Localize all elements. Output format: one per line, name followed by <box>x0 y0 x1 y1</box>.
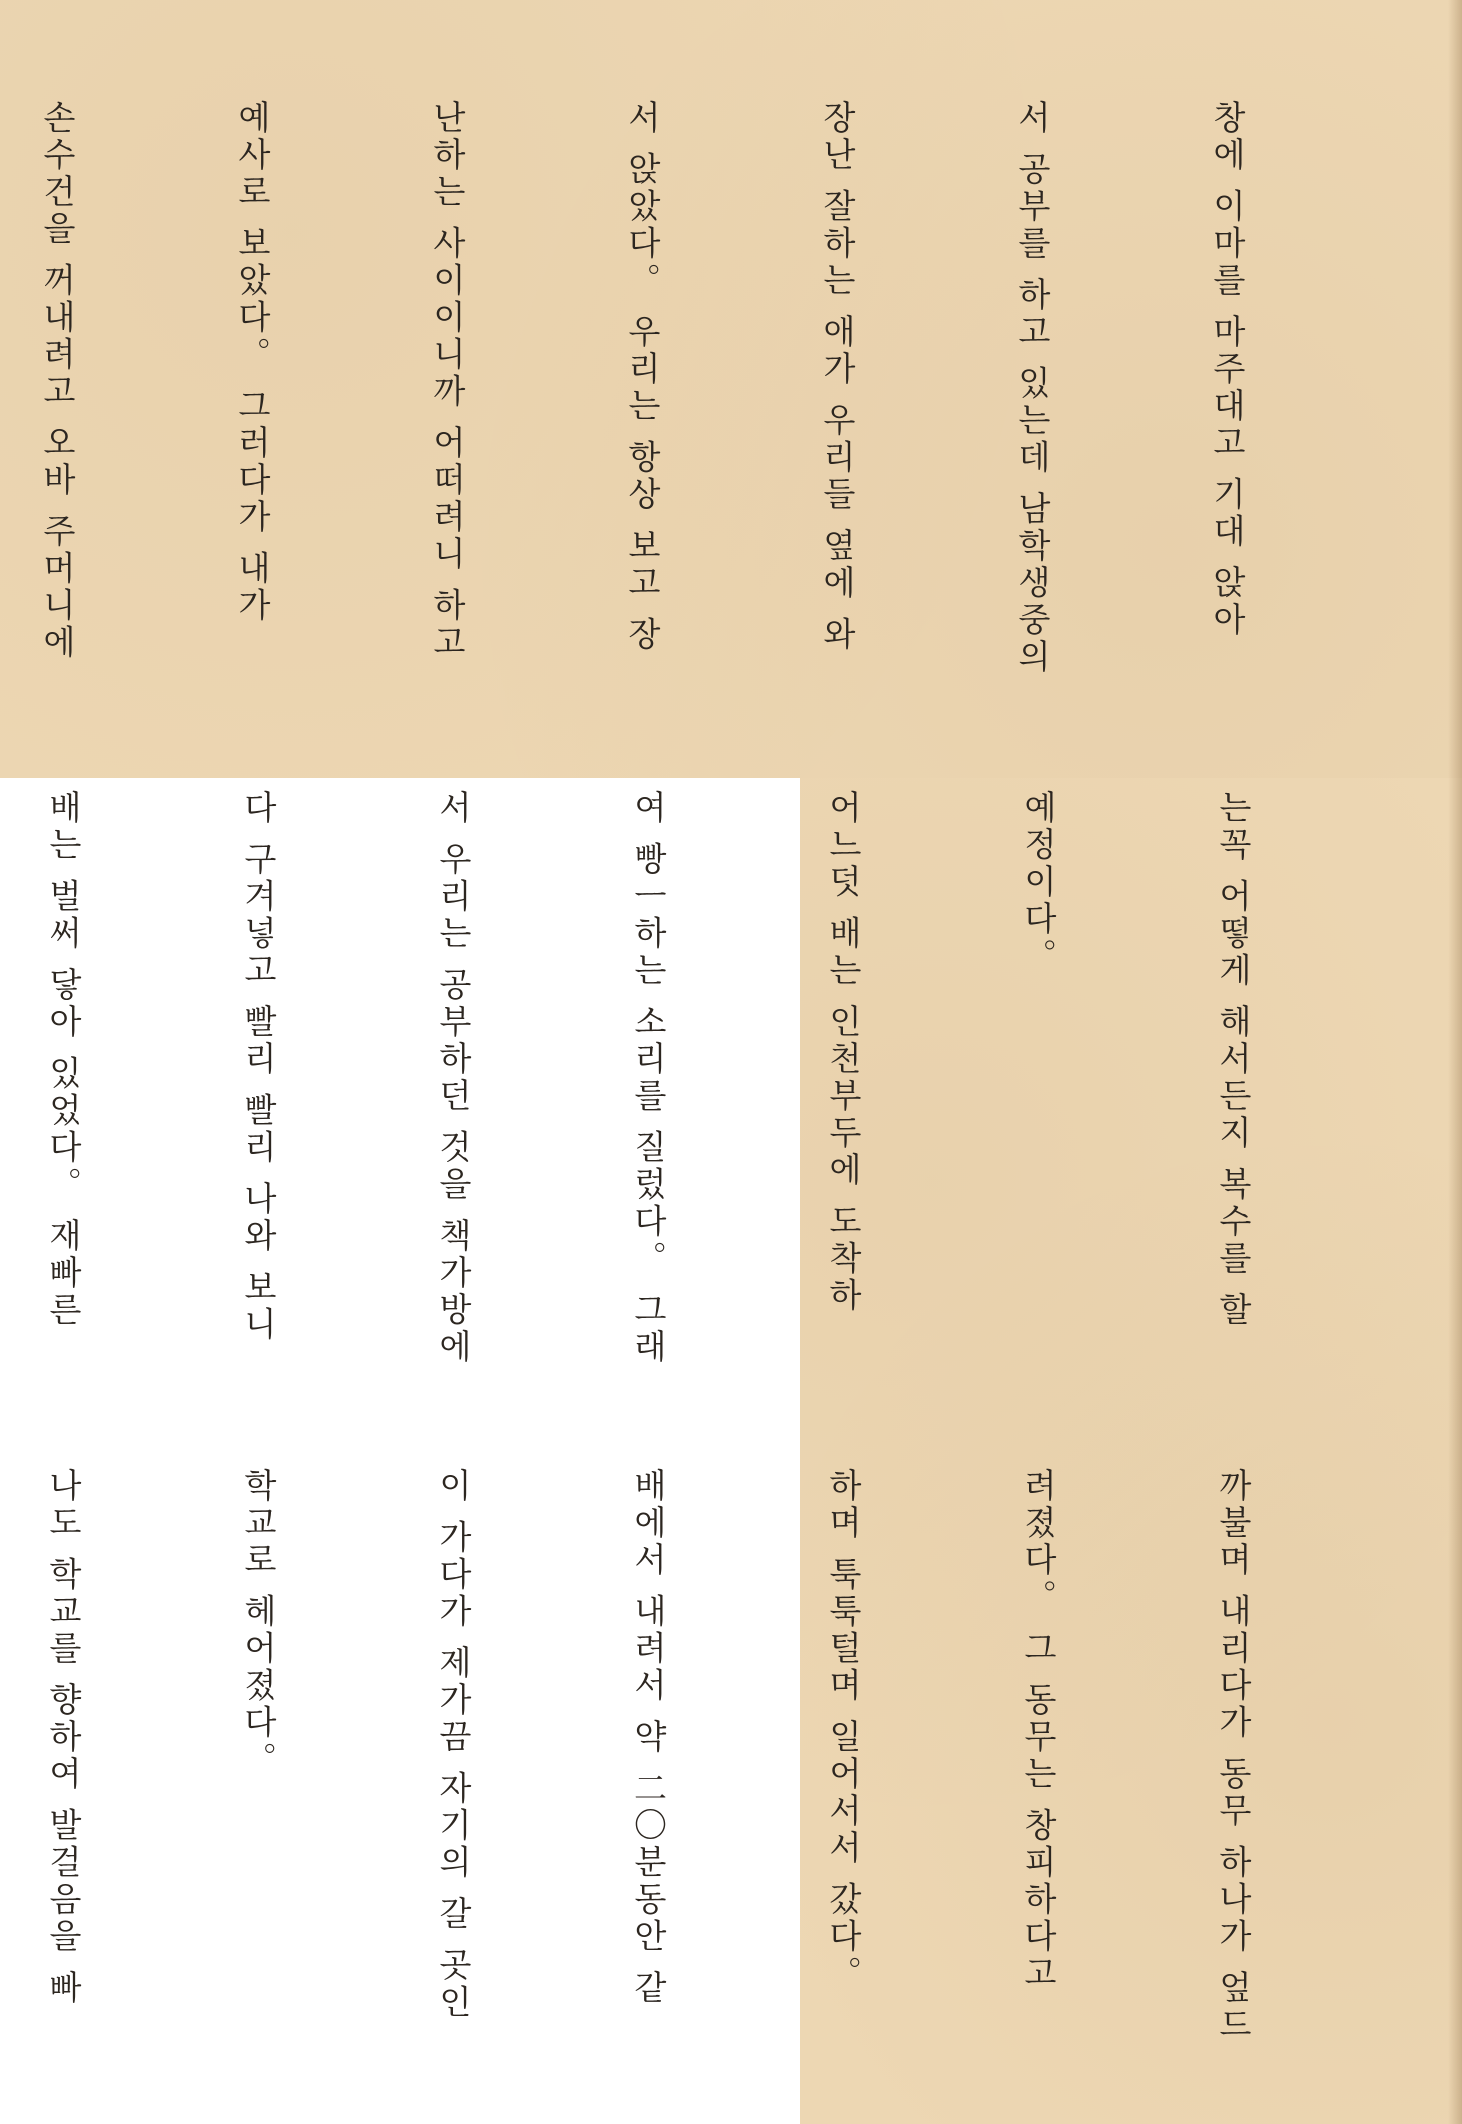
text-column: 는꼭 어떻게 해서든지 복수를 할 <box>1214 790 1253 1329</box>
text-column: 학교로 헤어졌다。 <box>239 1468 278 1779</box>
text-column: 까불며 내리다가 동무 하나가 엎드 <box>1214 1468 1253 2044</box>
page-gutter-shadow <box>1448 0 1462 2124</box>
text-block-right-upper <box>44 790 1396 1445</box>
text-column: 배는 벌써 닿아 있었다。 재빠른 <box>44 790 83 1329</box>
text-column: 창에 이마를 마주대고 기대 앉아 <box>1208 100 1247 639</box>
text-block-right-lower <box>44 1468 1396 2088</box>
text-column: 배에서 내려서 약 二〇분동안 같 <box>629 1468 668 2007</box>
text-column: 난하는 사이이니까 어떠려니 하고 <box>428 100 467 662</box>
text-column: 나도 학교를 향하여 발걸음을 빠 <box>44 1468 83 2007</box>
text-column: 이 가다가 제가끔 자기의 갈 곳인 <box>434 1468 473 2022</box>
text-column: 예정이다。 <box>1019 790 1058 975</box>
text-column: 예사로 보았다。 그러다가 내가 <box>233 100 272 625</box>
text-column: 서 앉았다。 우리는 항상 보고 장 <box>623 100 662 654</box>
text-block-top <box>38 100 1390 750</box>
text-column: 서 우리는 공부하던 것을 책가방에 <box>434 790 473 1366</box>
text-column: 다 구겨넣고 빨리 빨리 나와 보니 <box>239 790 278 1344</box>
text-column: 여 빵ㅡ하는 소리를 질렀다。 그래 <box>629 790 668 1366</box>
text-column: 손수건을 꺼내려고 오바 주머니에 <box>38 100 77 662</box>
text-column: 려졌다。 그 동무는 창피하다고 <box>1019 1468 1058 1993</box>
text-column: 하며 툭툭털며 일어서서 갔다。 <box>824 1468 863 1993</box>
text-column: 장난 잘하는 애가 우리들 옆에 와 <box>818 100 857 654</box>
text-column: 어느덧 배는 인천부두에 도착하 <box>824 790 863 1315</box>
text-column: 서 공부를 하고 있는데 남학생중의 <box>1013 100 1052 676</box>
